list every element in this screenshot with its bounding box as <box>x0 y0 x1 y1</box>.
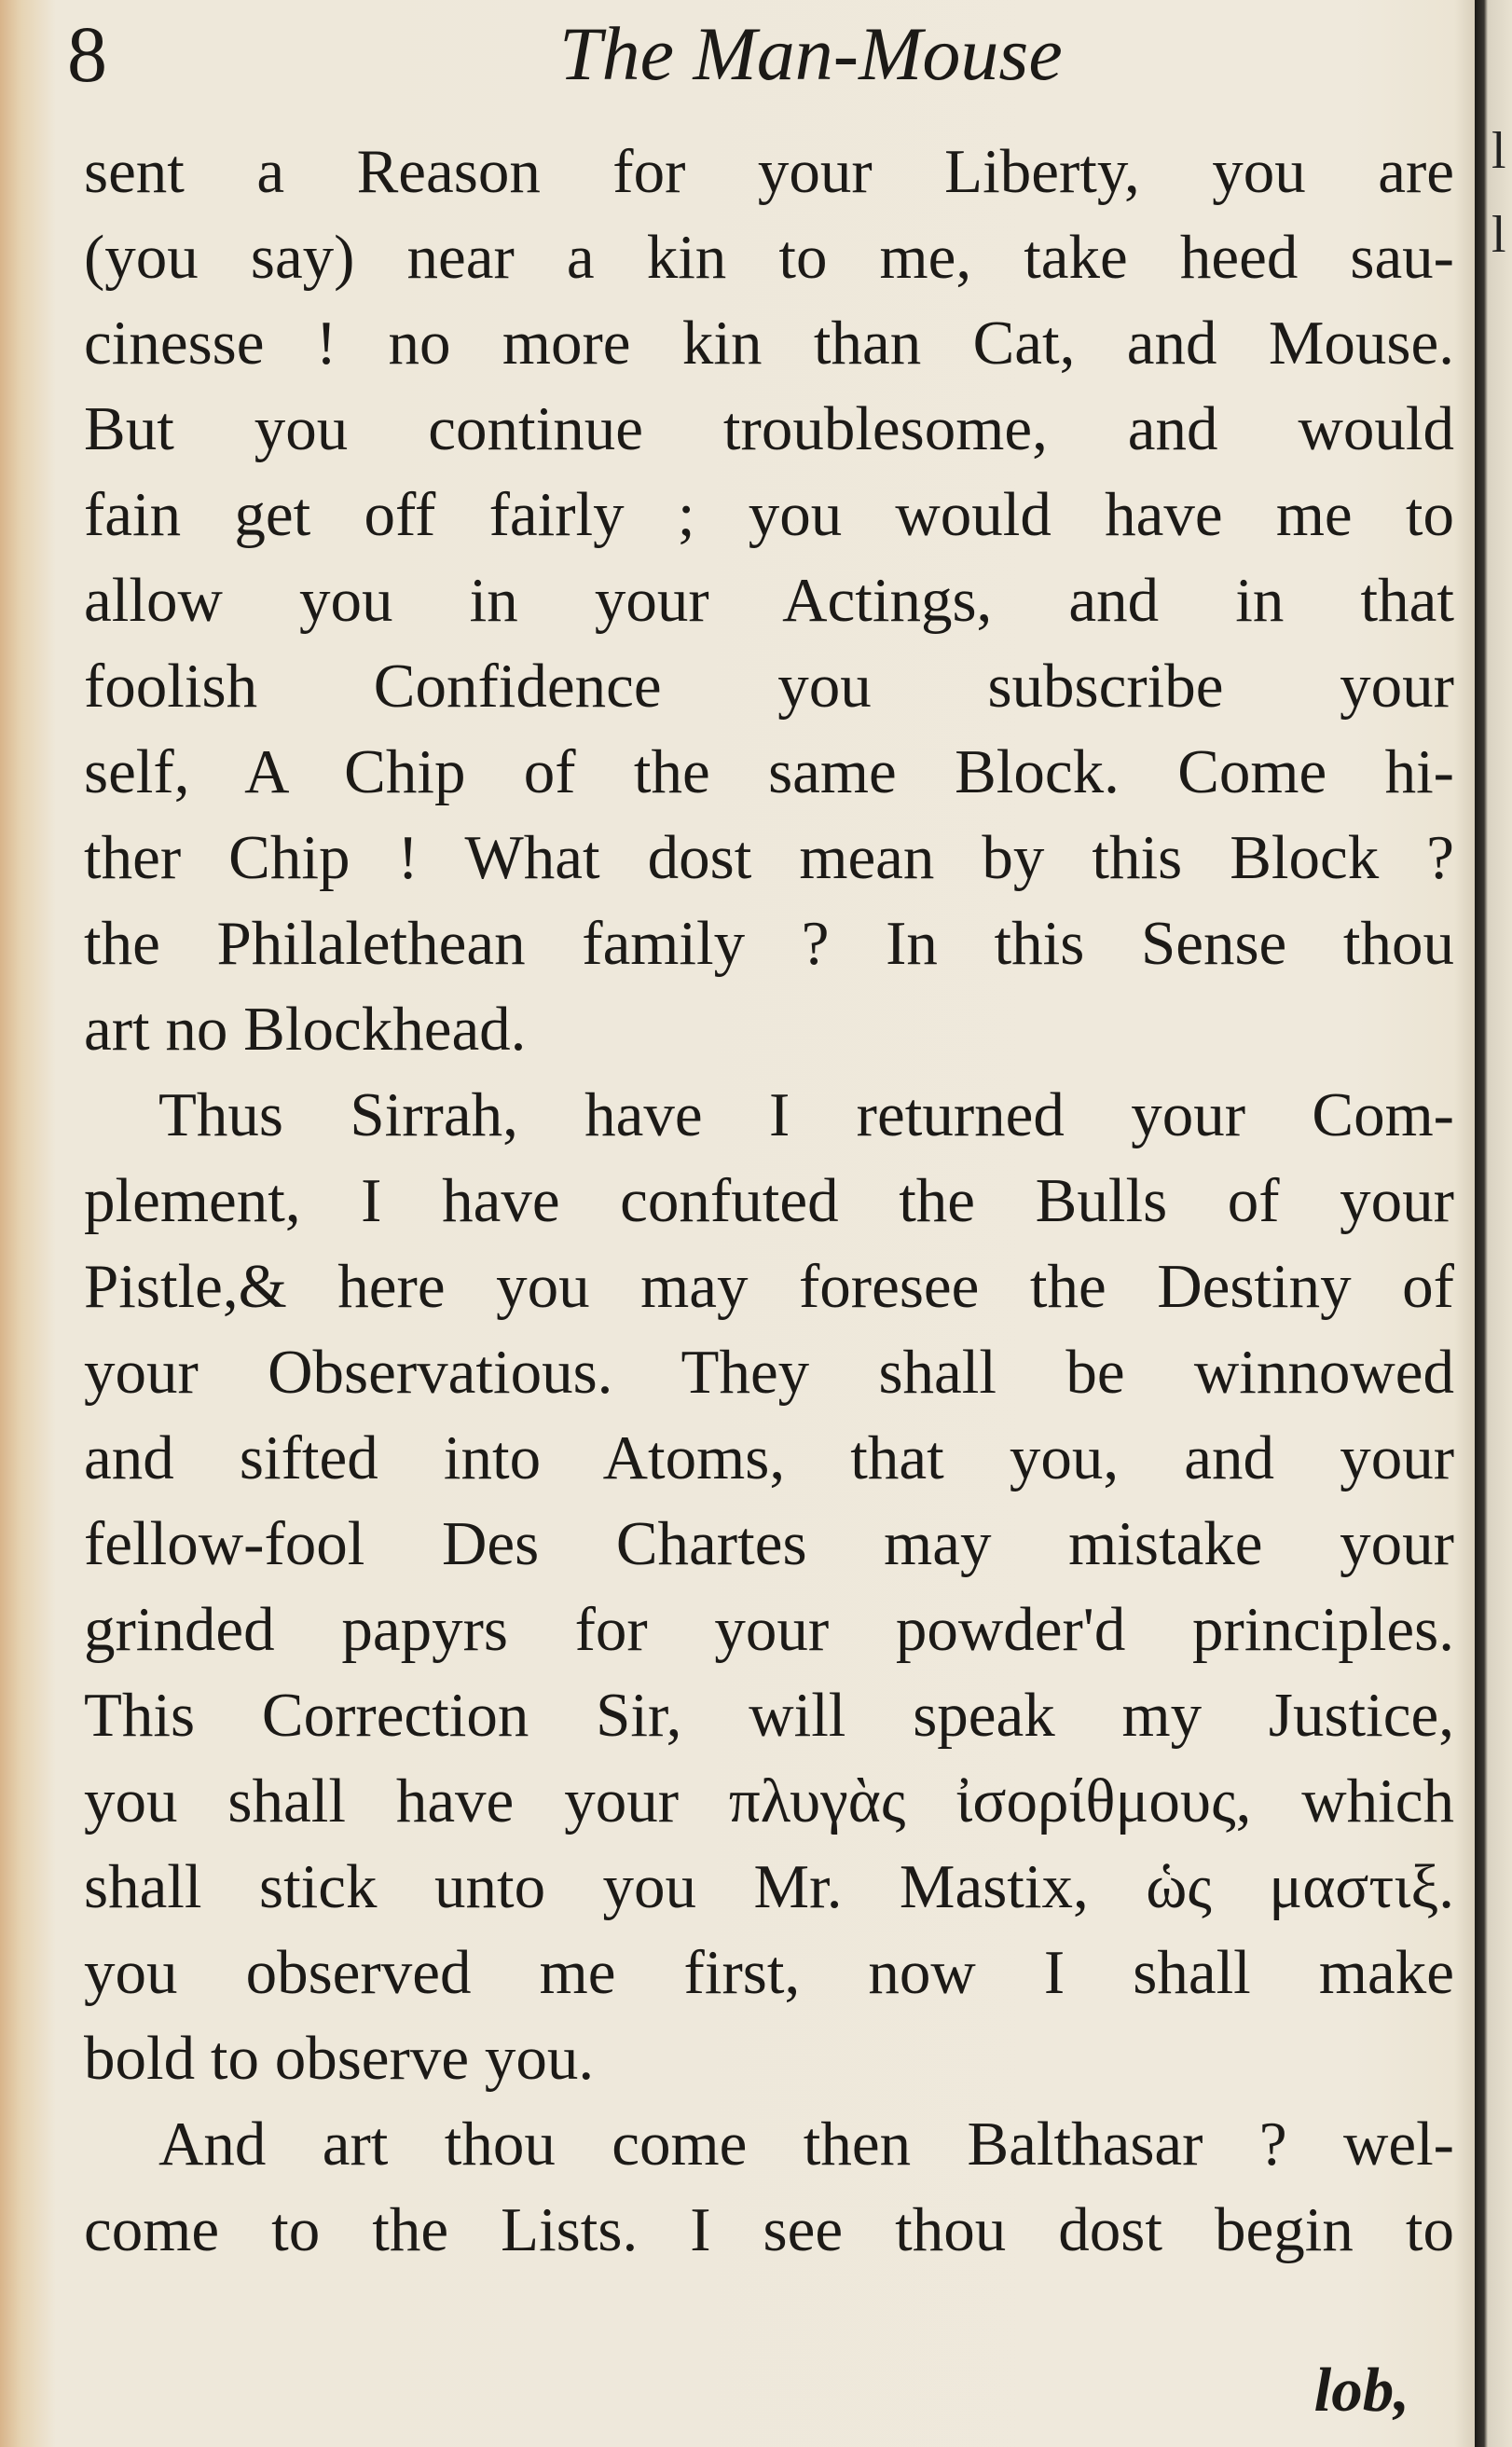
text-line: your Observatious. They shall be winnowed <box>84 1338 1454 1407</box>
text-line: fellow-fool Des Chartes may mistake your <box>84 1509 1454 1578</box>
page-number: 8 <box>67 9 107 99</box>
text-line: But you continue troublesome, and would <box>84 394 1454 463</box>
catchword: lob, <box>1313 2356 1409 2425</box>
text-line: come to the Lists. I see thou dost begin to <box>84 2195 1454 2264</box>
text-line: ther Chip ! What dost mean by this Block ? <box>84 823 1454 892</box>
text-line: self, A Chip of the same Block. Come hi- <box>84 737 1454 806</box>
body-text <box>84 129 1454 2273</box>
gutter-mark: l <box>1491 122 1506 180</box>
text-line: grinded papyrs for your powder'd principles. <box>84 1595 1454 1664</box>
text-line: fain get off fairly ; you would have me to <box>84 480 1454 549</box>
page-header <box>0 7 1475 110</box>
text-line: Pistle,& here you may foresee the Destiny of <box>84 1252 1454 1321</box>
text-line: And art thou come then Balthasar ? wel- <box>158 2110 1454 2179</box>
text-line: you shall have your πλυγὰς ἰσορίθμους, which <box>84 1767 1454 1835</box>
text-line: art no Blockhead. <box>84 995 527 1064</box>
text-line: Thus Sirrah, have I returned your Com- <box>158 1080 1454 1149</box>
text-line: bold to observe you. <box>84 2024 595 2093</box>
text-line: cinesse ! no more kin than Cat, and Mouse. <box>84 309 1454 378</box>
text-line: you observed me first, now I shall make <box>84 1938 1454 2007</box>
text-line: (you say) near a kin to me, take heed sau- <box>84 223 1454 292</box>
text-line: This Correction Sir, will speak my Justice, <box>84 1681 1454 1750</box>
book-gutter <box>1475 0 1512 2447</box>
running-head: The Man-Mouse <box>559 11 1063 96</box>
text-line: plement, I have confuted the Bulls of your <box>84 1166 1454 1235</box>
text-line: and sifted into Atoms, that you, and your <box>84 1423 1454 1492</box>
text-line: sent a Reason for your Liberty, you are <box>84 137 1454 206</box>
text-line: shall stick unto you Mr. Mastix, ὡς μαστιξ. <box>84 1852 1454 1921</box>
gutter-mark: l <box>1491 206 1506 264</box>
text-line: the Philalethean family ? In this Sense thou <box>84 909 1454 978</box>
text-line: allow you in your Actings, and in that <box>84 566 1454 635</box>
text-line: foolish Confidence you subscribe your <box>84 652 1454 721</box>
